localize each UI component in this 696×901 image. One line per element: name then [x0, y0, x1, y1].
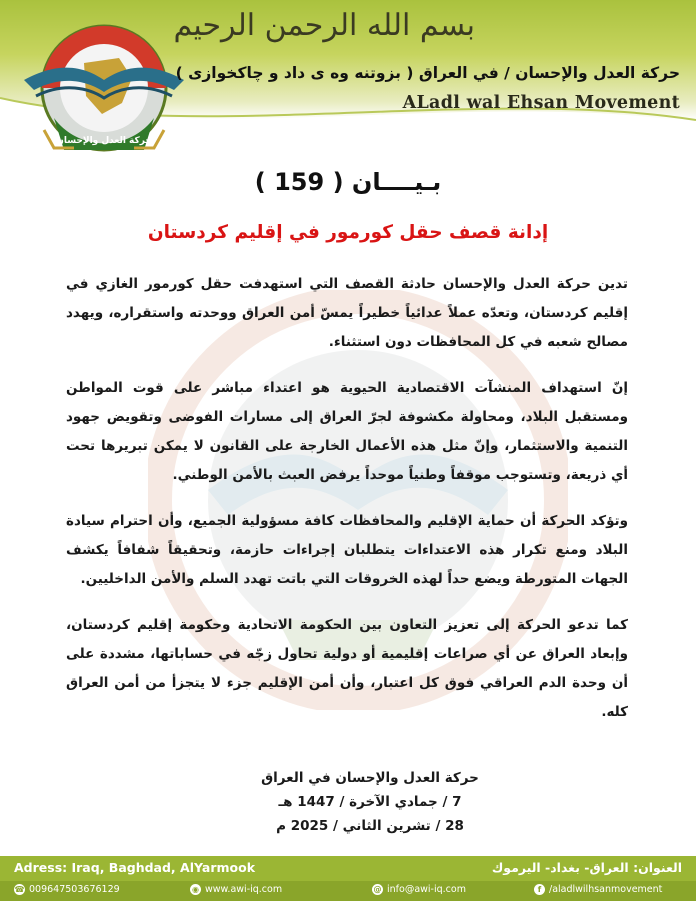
globe-icon: ◉: [190, 884, 201, 895]
address-en: Adress: Iraq, Baghdad, AlYarmook: [14, 860, 256, 875]
contact-website[interactable]: [190, 884, 282, 895]
header-org-name-ar: حركة العدل والإحسان / في العراق ( بزوتنه وه ى داد و چاكخوازى ): [175, 64, 680, 82]
signature-org: حركة العدل والإحسان في العراق: [261, 770, 479, 786]
header-org-name-en: ALadl wal Ehsan Movement: [402, 93, 680, 113]
contact-phone: [14, 884, 120, 895]
paragraph: كما تدعو الحركة إلى تعزيز التعاون بين الحكومة الاتحادية وحكومة إقليم كردستان، وإبعاد العراق عن أي صراعات إقليمية أو دولية تحاول زجّه في حساباتها، مشددة على أن وحدة الدم العراقي فوق كل اعتبار، وأن أمن الإقليم جزء لا يتجزأ من أمن العراق كله.: [66, 617, 628, 720]
contact-facebook[interactable]: [534, 884, 662, 895]
facebook-link[interactable]: /aladlwilhsanmovement: [549, 884, 663, 895]
footer: [0, 856, 696, 901]
statement-subtitle: إدانة قصف حقل كورمور في إقليم كردستان: [147, 222, 549, 243]
address-ar: العنوان: العراق- بغداد- اليرموك: [491, 860, 682, 875]
statement-body: [66, 270, 628, 744]
paragraph: وتؤكد الحركة أن حماية الإقليم والمحافظات كافة مسؤولية الجميع، وأن احترام سيادة البلاد ومنع تكرار هذه الاعتداءات يتطلبان إجراءات حازمة، وتحقيقاً شفافاً يكشف الجهات المتورطة ويضع حداً لهذه الخروقات التي باتت تهدد السلم والأمن الداخليين.: [66, 513, 628, 587]
website-link[interactable]: www.awi-iq.com: [205, 884, 283, 895]
basmala: بسم الله الرحمن الرحيم: [173, 8, 475, 43]
contact-email[interactable]: [372, 884, 466, 895]
statement-title: بـيــــان ( 159 ): [254, 168, 442, 196]
logo-text: حركة العدل والإحسان: [56, 136, 152, 146]
facebook-icon: f: [534, 884, 545, 895]
paragraph: تدين حركة العدل والإحسان حادثة القصف التي استهدفت حقل كورمور الغازي في إقليم كردستان، وتعدّه عملاً عدائياً خطيراً يمسّ أمن العراق ووحدته واستقراره، ويهدد مصالح شعبه في كل المحافظات دون استثناء.: [66, 276, 628, 350]
signature-hijri-date: 7 / جمادي الآخرة / 1447 هـ: [278, 794, 462, 810]
signature-gregorian-date: 28 / تشرين الثاني / 2025 م: [276, 818, 464, 834]
email-link[interactable]: info@awi-iq.com: [387, 884, 466, 895]
movement-logo: [14, 18, 194, 168]
phone-icon: ☎: [14, 885, 25, 894]
phone-number: 009647503676129: [29, 884, 120, 895]
mail-icon: @: [373, 885, 382, 894]
signature-block: [200, 766, 540, 838]
paragraph: إنّ استهداف المنشآت الاقتصادية الحيوية هو اعتداء مباشر على قوت المواطن ومستقبل البلاد، ومحاولة مكشوفة لجرّ العراق إلى مسارات الفوضى وتقويض جهود التنمية والاستثمار، وإنّ مثل هذه الأعمال الخارجة على القانون لا يمكن تبريرها تحت أي ذريعة، وتستوجب موقفاً وطنياً موحداً يرفض العبث بالأمن الوطني.: [66, 380, 628, 483]
